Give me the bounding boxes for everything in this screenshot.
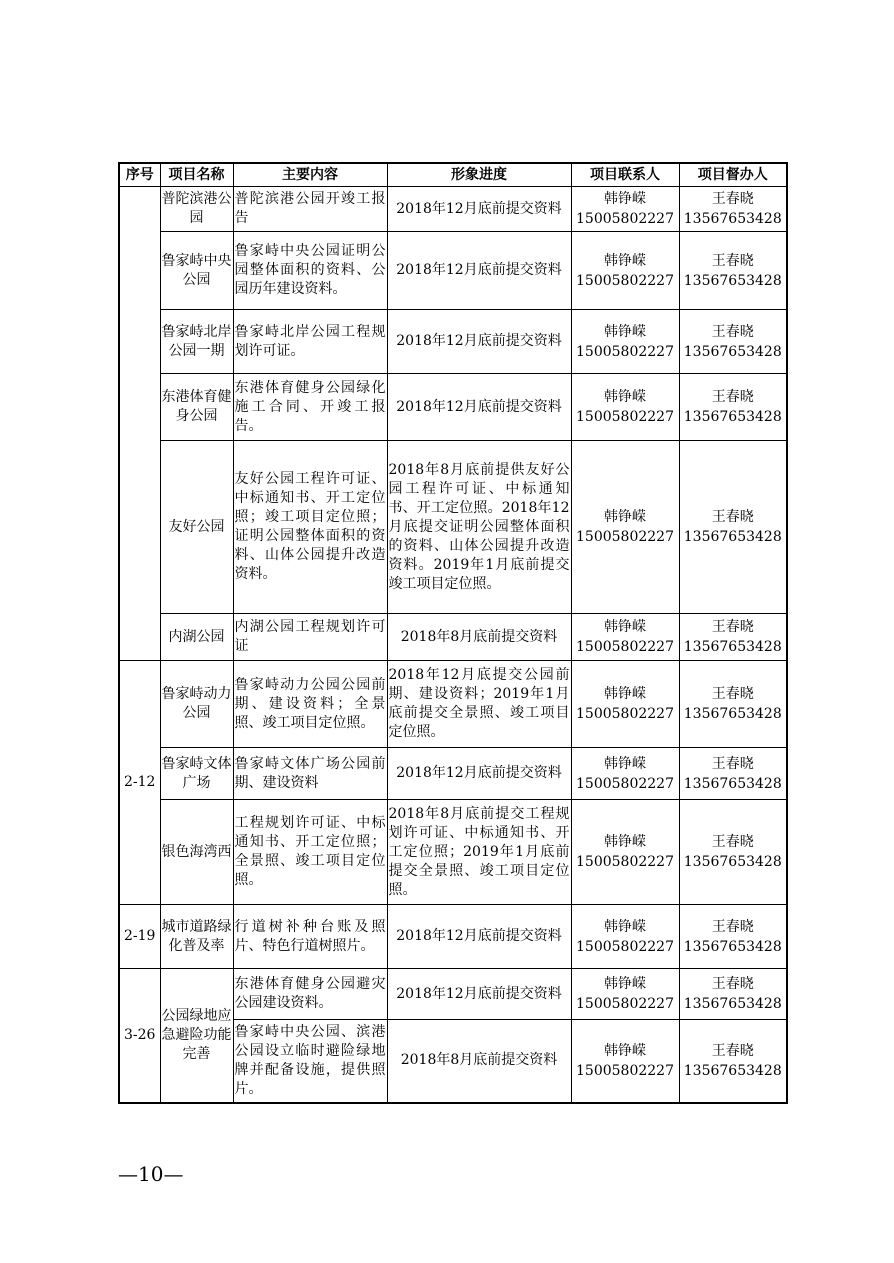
content-cell: 鲁家峙中央公园、滨港公园设立临时避险绿地牌并配备设施，提供照片。 (233, 1020, 387, 1103)
supervisor-phone: 13567653428 (683, 409, 782, 425)
contact-phone: 15005802227 (576, 854, 674, 870)
progress-cell: 2018年12月底前提交资料 (387, 374, 571, 441)
progress-table (118, 162, 788, 1104)
table-row (119, 969, 787, 1020)
supervisor-name: 王春晓 (711, 252, 754, 269)
contact-phone: 15005802227 (576, 211, 674, 227)
contact-cell (571, 441, 679, 614)
contact-cell (571, 374, 679, 441)
table-row (119, 187, 787, 232)
supervisor-phone: 13567653428 (683, 854, 782, 870)
project-name-cell: 鲁家峙动力公园 (160, 661, 233, 748)
supervisor-cell (679, 187, 787, 232)
contact-cell (571, 310, 679, 374)
table-row (119, 905, 787, 969)
supervisor-phone: 13567653428 (683, 938, 782, 955)
contact-phone: 15005802227 (576, 1062, 674, 1079)
project-name-cell: 鲁家峙中央公园 (160, 232, 233, 310)
seq-cell (119, 187, 160, 661)
seq-cell: 2-12 (119, 661, 160, 905)
progress-cell: 2018年8月底前提交资料 (387, 1020, 571, 1103)
supervisor-phone: 13567653428 (683, 211, 782, 227)
progress-cell: 2018年12月底前提交资料 (387, 748, 571, 800)
supervisor-phone: 13567653428 (683, 775, 782, 792)
content-cell: 鲁家峙动力公园公园前期、建设资料；全景照、竣工项目定位照。 (233, 661, 387, 748)
header-progress: 形象进度 (387, 163, 571, 187)
project-name-cell: 银色海湾西 (160, 800, 233, 905)
header-supervisor: 项目督办人 (679, 163, 787, 187)
contact-name: 韩铮嵘 (604, 323, 646, 340)
contact-cell (571, 905, 679, 969)
supervisor-phone: 13567653428 (683, 272, 782, 289)
progress-cell: 2018年12月底前提交资料 (387, 969, 571, 1020)
supervisor-phone: 13567653428 (683, 343, 782, 360)
progress-cell: 2018年12月底提交公园前期、建设资料；2019年1月底前提交全景照、竣工项目定位照。 (387, 661, 571, 748)
supervisor-name: 王春晓 (711, 976, 754, 992)
contact-cell (571, 232, 679, 310)
supervisor-phone: 13567653428 (683, 1062, 782, 1079)
supervisor-name: 王春晓 (711, 509, 754, 525)
supervisor-cell (679, 969, 787, 1020)
supervisor-phone: 13567653428 (683, 706, 782, 722)
contact-name: 韩铮嵘 (604, 252, 646, 269)
seq-cell: 2-19 (119, 905, 160, 969)
contact-name: 韩铮嵘 (604, 389, 646, 405)
supervisor-cell (679, 441, 787, 614)
content-cell: 鲁家峙北岸公园工程规划许可证。 (233, 310, 387, 374)
content-cell: 东港体育健身公园避灾公园建设资料。 (233, 969, 387, 1020)
supervisor-cell (679, 748, 787, 800)
progress-cell: 2018年8月底前提交资料 (387, 614, 571, 661)
contact-cell (571, 614, 679, 661)
contact-name: 韩铮嵘 (604, 834, 646, 850)
supervisor-name: 王春晓 (711, 686, 754, 702)
content-cell: 友好公园工程许可证、中标通知书、开工定位照；竣工项目定位照；证明公园整体面积的资料、山体公园提升改造资料。 (233, 441, 387, 614)
contact-phone: 15005802227 (576, 272, 674, 289)
contact-cell (571, 748, 679, 800)
progress-cell: 2018年12月底前提交资料 (387, 905, 571, 969)
contact-cell (571, 187, 679, 232)
supervisor-cell (679, 661, 787, 748)
contact-phone: 15005802227 (576, 706, 674, 722)
contact-phone: 15005802227 (576, 343, 674, 360)
page-number: —10— (118, 1162, 184, 1186)
content-cell: 鲁家峙文体广场公园前期、建设资料 (233, 748, 387, 800)
contact-name: 韩铮嵘 (604, 755, 646, 772)
contact-name: 韩铮嵘 (604, 191, 646, 207)
content-cell: 工程规划许可证、中标通知书、开工定位照；全景照、竣工项目定位照。 (233, 800, 387, 905)
table-row (119, 800, 787, 905)
table-row (119, 614, 787, 661)
contact-name: 韩铮嵘 (604, 1042, 646, 1059)
contact-phone: 15005802227 (576, 775, 674, 792)
contact-phone: 15005802227 (576, 938, 674, 955)
project-name-cell: 鲁家峙文体广场 (160, 748, 233, 800)
project-name-cell: 城市道路绿化普及率 (160, 905, 233, 969)
contact-phone: 15005802227 (576, 409, 674, 425)
contact-name: 韩铮嵘 (604, 686, 646, 702)
supervisor-name: 王春晓 (711, 918, 754, 935)
table-row (119, 441, 787, 614)
supervisor-cell (679, 232, 787, 310)
contact-cell (571, 1020, 679, 1103)
project-name-cell: 内湖公园 (160, 614, 233, 661)
table-row (119, 748, 787, 800)
header-contact: 项目联系人 (571, 163, 679, 187)
project-name-cell: 普陀滨港公园 (160, 187, 233, 232)
supervisor-name: 王春晓 (711, 755, 754, 772)
contact-phone: 15005802227 (576, 996, 674, 1012)
supervisor-cell (679, 310, 787, 374)
contact-cell (571, 969, 679, 1020)
supervisor-name: 王春晓 (711, 323, 754, 340)
supervisor-name: 王春晓 (711, 619, 754, 635)
supervisor-name: 王春晓 (711, 834, 754, 850)
table-row (119, 232, 787, 310)
supervisor-name: 王春晓 (711, 389, 754, 405)
header-main-content: 主要内容 (233, 163, 387, 187)
progress-cell: 2018年8月底前提供友好公园工程许可证、中标通知书、开工定位照。2018年12月底提交证明公园整体面积的资料、山体公园提升改造资料。2019年1月底前提交竣工项目定位照。 (387, 441, 571, 614)
supervisor-cell (679, 905, 787, 969)
project-name-cell: 东港体育健身公园 (160, 374, 233, 441)
project-name-cell: 友好公园 (160, 441, 233, 614)
content-cell: 内湖公园工程规划许可证 (233, 614, 387, 661)
contact-cell (571, 661, 679, 748)
header-seq: 序号 (119, 163, 160, 187)
table-row (119, 310, 787, 374)
supervisor-cell (679, 374, 787, 441)
supervisor-name: 王春晓 (711, 1042, 754, 1059)
content-cell: 东港体育健身公园绿化施工合同、开竣工报告。 (233, 374, 387, 441)
table-row (119, 661, 787, 748)
contact-name: 韩铮嵘 (604, 976, 646, 992)
content-cell: 行道树补种台账及照片、特色行道树照片。 (233, 905, 387, 969)
contact-cell (571, 800, 679, 905)
header-project-name: 项目名称 (160, 163, 233, 187)
project-name-cell: 公园绿地应急避险功能完善 (160, 969, 233, 1103)
content-cell: 普陀滨港公园开竣工报告 (233, 187, 387, 232)
supervisor-cell (679, 1020, 787, 1103)
table-row (119, 374, 787, 441)
supervisor-name: 王春晓 (711, 191, 754, 207)
progress-cell: 2018年8月底前提交工程规划许可证、中标通知书、开工定位照；2019年1月底前提交全景照、竣工项目定位照。 (387, 800, 571, 905)
supervisor-phone: 13567653428 (683, 639, 782, 655)
seq-cell: 3-26 (119, 969, 160, 1103)
contact-phone: 15005802227 (576, 529, 674, 545)
contact-name: 韩铮嵘 (604, 509, 646, 525)
project-name-cell: 鲁家峙北岸公园一期 (160, 310, 233, 374)
contact-name: 韩铮嵘 (604, 619, 646, 635)
contact-phone: 15005802227 (576, 639, 674, 655)
supervisor-phone: 13567653428 (683, 996, 782, 1012)
supervisor-cell (679, 800, 787, 905)
progress-cell: 2018年12月底前提交资料 (387, 232, 571, 310)
supervisor-phone: 13567653428 (683, 529, 782, 545)
progress-cell: 2018年12月底前提交资料 (387, 187, 571, 232)
supervisor-cell (679, 614, 787, 661)
table-header-row (119, 163, 787, 187)
content-cell: 鲁家峙中央公园证明公园整体面积的资料、公园历年建设资料。 (233, 232, 387, 310)
progress-cell: 2018年12月底前提交资料 (387, 310, 571, 374)
contact-name: 韩铮嵘 (604, 918, 646, 935)
